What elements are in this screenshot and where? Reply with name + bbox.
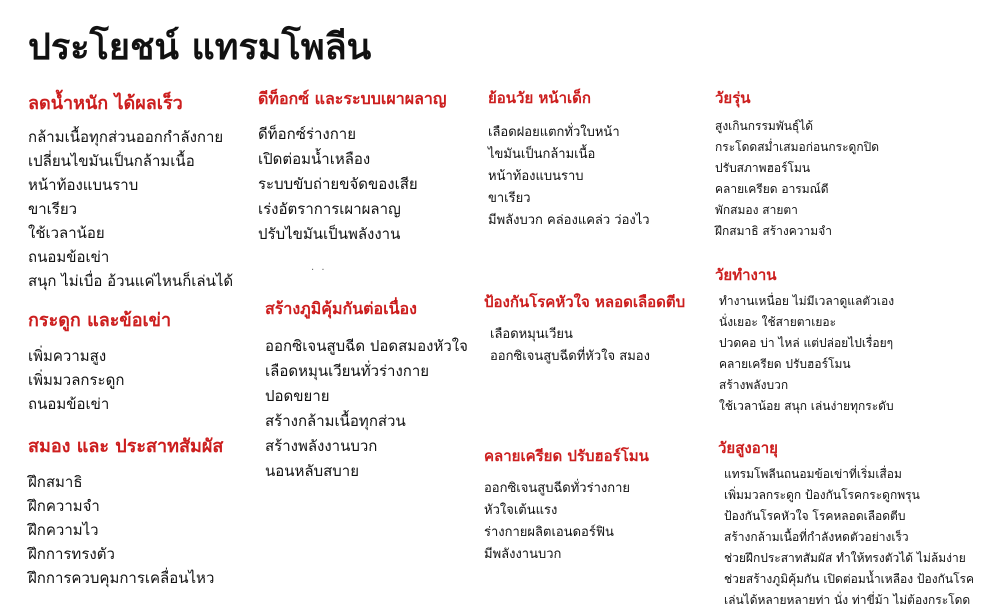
- list-item: คลายเครียด อารมณ์ดี: [715, 182, 829, 196]
- list-item: เพิ่มความสูง: [28, 347, 107, 365]
- item-list: [28, 344, 171, 416]
- section-heading: ย้อนวัย หน้าเด็ก: [488, 89, 592, 107]
- list-item: ป้องกันโรคหัวใจ โรคหลอดเลือดตีบ: [724, 509, 906, 523]
- list-item: เลือดหมุนเวียนทั่วร่างกาย: [265, 362, 430, 380]
- list-item: ออกซิเจนสูบฉีดที่หัวใจ สมอง: [490, 349, 650, 364]
- list-item: ขาเรียว: [488, 191, 531, 206]
- list-item: ช่วยฝึกประสาทสัมผัส ทำให้ทรงตัวได้ ไม่ล้มง่าย: [724, 551, 966, 565]
- list-item: มีพลังบวก คล่องแคล่ว ว่องไว: [488, 213, 650, 228]
- section-teens: [715, 86, 879, 242]
- list-item: ถนอมข้อเข่า: [28, 395, 110, 413]
- list-item: เปิดต่อมน้ำเหลือง: [258, 150, 371, 168]
- section-heading: คลายเครียด ปรับฮอร์โมน: [484, 447, 649, 465]
- list-item: หน้าท้องแบนราบ: [488, 169, 584, 184]
- list-item: ปรับสภาพฮอร์โมน: [715, 161, 811, 175]
- list-item: คลายเครียด ปรับฮอร์โมน: [719, 357, 851, 371]
- item-list: [265, 334, 468, 484]
- list-item: ฝึกความไว: [28, 521, 99, 539]
- list-item: ทำงานเหนื่อย ไม่มีเวลาดูแลตัวเอง: [719, 294, 895, 308]
- list-item: ฝึกสมาธิ สร้างความจำ: [715, 224, 832, 238]
- item-list: [484, 324, 685, 368]
- section-stress: [484, 444, 649, 566]
- list-item: เลือดหมุนเวียน: [490, 327, 573, 342]
- list-item: ฝึกการทรงตัว: [28, 545, 115, 563]
- section-heading: ลดน้ำหนัก ได้ผลเร็ว: [28, 93, 183, 114]
- list-item: หัวใจเต้นแรง: [484, 503, 558, 518]
- section-immunity: [265, 297, 468, 484]
- list-item: ปรับไขมันเป็นพลังงาน: [258, 225, 401, 243]
- list-item: ฝึกการควบคุมการเคลื่อนไหว: [28, 569, 215, 587]
- section-brain-senses: [28, 431, 223, 590]
- section-heading: สร้างภูมิคุ้มกันต่อเนื่อง: [265, 299, 417, 318]
- list-item: ดีท็อกซ์ร่างกาย: [258, 125, 356, 143]
- list-item: ปวดคอ บ่า ไหล่ แต่ปล่อยไปเรื่อยๆ: [719, 336, 894, 350]
- section-weight-loss: [28, 88, 233, 293]
- section-youth: [488, 86, 650, 232]
- item-list: [258, 122, 447, 247]
- list-item: มีพลังงานบวก: [484, 547, 562, 562]
- section-heading: ดีท็อกซ์ และระบบเผาผลาญ: [258, 89, 447, 108]
- list-item: ช่วยสร้างภูมิคุ้มกัน เปิดต่อมน้ำเหลือง ป้องกันโรค: [724, 572, 975, 586]
- decorative-dots: . .: [311, 262, 327, 273]
- list-item: ขาเรียว: [28, 200, 78, 218]
- item-list: [28, 470, 223, 590]
- list-item: ออกซิเจนสูบฉีดทั่วร่างกาย: [484, 481, 631, 496]
- list-item: เลือดฝอยแตกทั่วใบหน้า: [488, 125, 620, 140]
- section-heading: สมอง และ ประสาทสัมผัส: [28, 436, 224, 457]
- list-item: ใช้เวลาน้อย: [28, 224, 105, 242]
- list-item: ระบบขับถ่ายขจัดของเสีย: [258, 175, 418, 193]
- list-item: เล่นได้หลายหลายท่า นั่ง ท่าขี่ม้า ไม่ต้องกระโดด: [724, 593, 971, 607]
- list-item: ฝึกสมาธิ: [28, 473, 83, 491]
- item-list: [28, 125, 233, 293]
- list-item: แทรมโพลีนถนอมข้อเข่าที่เริ่มเสื่อม: [724, 467, 902, 481]
- list-item: กระโดดสม่ำเสมอก่อนกระดูกปิด: [715, 140, 880, 154]
- section-heading: วัยสูงอายุ: [718, 439, 778, 457]
- list-item: สร้างพลังบวก: [719, 378, 789, 392]
- list-item: สร้างกล้ามเนื้อทุกส่วน: [265, 412, 406, 430]
- section-detox: [258, 87, 447, 247]
- list-item: นอนหลับสบาย: [265, 462, 360, 480]
- item-list: [484, 478, 649, 566]
- section-bones-knees: [28, 305, 171, 416]
- item-list: [715, 116, 879, 242]
- list-item: หน้าท้องแบนราบ: [28, 176, 139, 194]
- list-item: เพิ่มมวลกระดูก: [28, 371, 125, 389]
- list-item: สร้างพลังงานบวก: [265, 437, 378, 455]
- item-list: [715, 291, 894, 417]
- item-list: [488, 122, 650, 232]
- page-title: ประโยชน์ แทรมโพลีน: [28, 27, 372, 68]
- section-heading: วัยรุ่น: [715, 89, 751, 107]
- item-list: [718, 464, 974, 611]
- list-item: เพิ่มมวลกระดูก ป้องกันโรคกระดูกพรุน: [724, 488, 920, 502]
- list-item: ร่างกายผลิตเอนดอร์ฟิน: [484, 525, 614, 540]
- section-heading: วัยทำงาน: [715, 266, 777, 284]
- list-item: ใช้เวลาน้อย สนุก เล่นง่ายทุกระดับ: [719, 399, 894, 413]
- list-item: เปลี่ยนไขมันเป็นกล้ามเนื้อ: [28, 152, 195, 170]
- list-item: สนุก ไม่เบื่อ อ้วนแค่ไหนก็เล่นได้: [28, 272, 234, 290]
- list-item: ฝึกความจำ: [28, 497, 100, 515]
- list-item: สร้างกล้ามเนื้อที่กำลังหดตัวอย่างเร็ว: [724, 530, 909, 544]
- section-heart: [484, 290, 685, 368]
- section-heading: ป้องกันโรคหัวใจ หลอดเลือดตีบ: [484, 293, 686, 311]
- list-item: ไขมันเป็นกล้ามเนื้อ: [488, 147, 596, 162]
- list-item: เร่งอัตราการเผาผลาญ: [258, 200, 401, 218]
- list-item: กล้ามเนื้อทุกส่วนออกกำลังกาย: [28, 128, 224, 146]
- section-working-age: [715, 263, 894, 417]
- list-item: พักสมอง สายตา: [715, 203, 798, 217]
- section-elderly: [718, 436, 974, 611]
- list-item: ออกซิเจนสูบฉีด ปอดสมองหัวใจ: [265, 337, 468, 355]
- section-heading: กระดูก และข้อเข่า: [28, 310, 172, 331]
- list-item: สูงเกินกรรมพันธุ์ได้: [715, 119, 814, 133]
- list-item: นั่งเยอะ ใช้สายตาเยอะ: [719, 315, 837, 329]
- list-item: ถนอมข้อเข่า: [28, 248, 110, 266]
- list-item: ปอดขยาย: [265, 387, 330, 405]
